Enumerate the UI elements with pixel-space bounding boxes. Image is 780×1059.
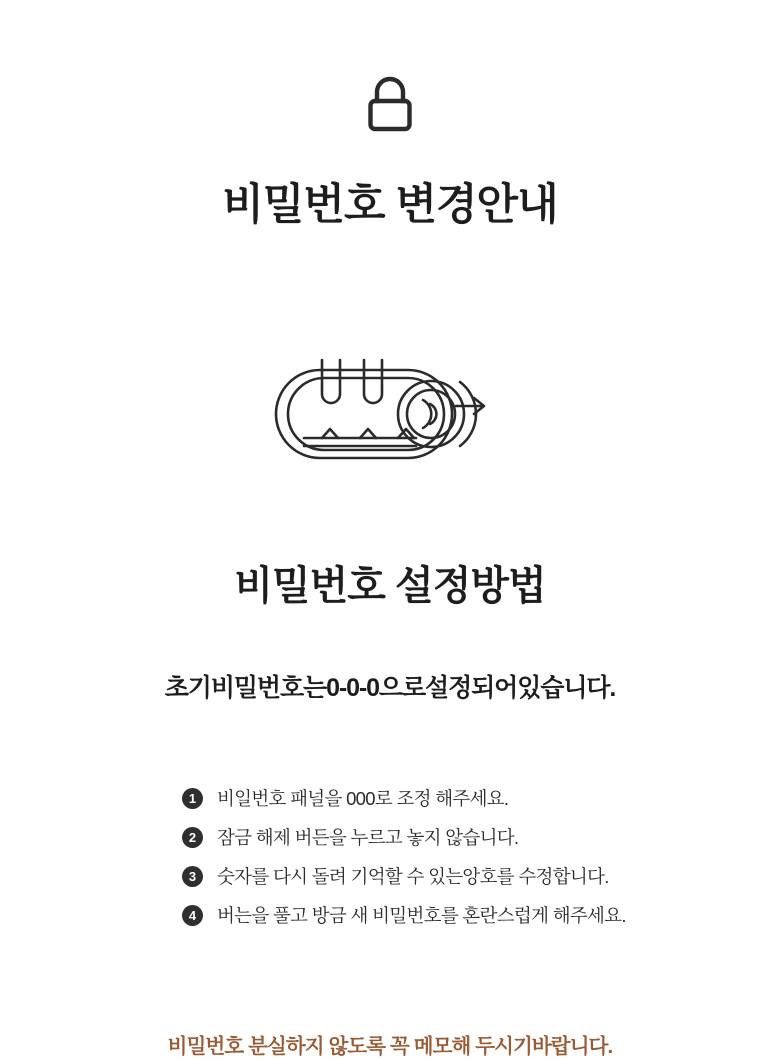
step-number-badge: 4	[182, 905, 203, 926]
page-title: 비밀번호 변경안내	[222, 181, 558, 229]
list-item	[182, 785, 670, 811]
padlock-icon	[357, 72, 423, 138]
step-text: 숫자를 다시 돌려 기억할 수 있는앙호를 수정합니다.	[217, 866, 609, 888]
steps-list	[110, 785, 670, 941]
step-number-badge: 3	[182, 866, 203, 887]
section-subtitle: 초기비밀번호는0-0-0으로설정되어있습니다.	[164, 674, 616, 703]
footer-note: 비밀번호 분실하지 않도록 꼭 메모해 두시기바랍니다.	[167, 1035, 613, 1059]
step-text: 비일번호 패널을 000로 조정 해주세요.	[217, 788, 509, 810]
step-text: 버는을 풀고 방금 새 비밀번호를 혼란스럽게 해주세요.	[217, 905, 626, 927]
step-number-badge: 1	[182, 788, 203, 809]
step-number-badge: 2	[182, 827, 203, 848]
section-title: 비밀번호 설정방법	[234, 564, 546, 609]
list-item	[182, 863, 670, 889]
combination-lock-icon	[260, 342, 520, 474]
step-text: 잠금 해제 버든을 누르고 놓지 않습니다.	[217, 827, 519, 849]
list-item	[182, 824, 670, 850]
list-item	[182, 902, 670, 928]
